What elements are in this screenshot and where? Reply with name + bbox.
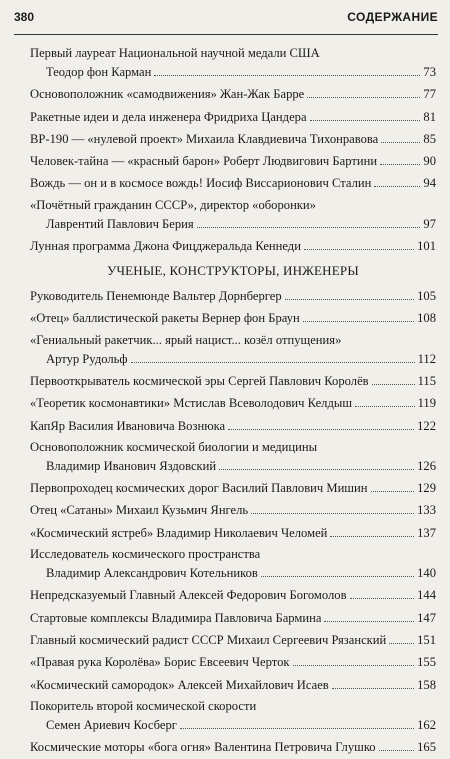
toc-entry-title: Ракетные идеи и дела инженера Фридриха Цандера (30, 109, 307, 124)
toc-entry-title: Вождь — он и в космосе вождь! Иосиф Виссарионович Сталин (30, 176, 372, 191)
toc-page-number: 151 (417, 632, 436, 647)
dot-leader (324, 608, 414, 622)
toc-entry (30, 737, 436, 756)
toc-entry-line (30, 608, 436, 627)
toc-entry-line (30, 585, 436, 604)
toc-entry-title: Отец «Сатаны» Михаил Кузьмич Янгель (30, 503, 249, 518)
section-heading: УЧЕНЫЕ, КОНСТРУКТОРЫ, ИНЖЕНЕРЫ (107, 263, 359, 279)
table-of-contents (30, 44, 436, 759)
dot-leader (355, 393, 415, 407)
toc-entry-title: Первооткрыватель космической эры Сергей Павлович Королёв (30, 373, 369, 388)
toc-entry-title: «Космический ястреб» Владимир Николаевич Челомей (30, 525, 328, 540)
toc-entry-line (30, 349, 436, 368)
toc-page-number: 137 (417, 525, 436, 540)
toc-entry-line (30, 500, 436, 519)
toc-entry-line (30, 196, 436, 214)
toc-entry (30, 308, 436, 327)
toc-entry (30, 84, 436, 103)
toc-entry-line (30, 697, 436, 715)
dot-leader (381, 129, 420, 143)
dot-leader (131, 349, 415, 363)
running-title: СОДЕРЖАНИЕ (347, 10, 438, 24)
toc-page-number: 85 (423, 131, 436, 146)
dot-leader (379, 737, 415, 751)
toc-entry (30, 608, 436, 627)
toc-entry-line (30, 151, 436, 170)
toc-entry-title: Семен Ариевич Косберг (46, 717, 177, 732)
toc-entry-line (30, 62, 436, 81)
toc-entry-line (30, 478, 436, 497)
toc-entry-title: Покоритель второй космической скорости (30, 698, 257, 713)
toc-page-number: 129 (417, 481, 436, 496)
dot-leader (350, 585, 415, 599)
toc-entry-title: Основоположник космической биологии и медицины (30, 439, 318, 454)
toc-page-number: 108 (417, 311, 436, 326)
toc-entry-title: Первопроходец космических дорог Василий Павлович Мишин (30, 481, 368, 496)
toc-entry-line (30, 214, 436, 233)
toc-entry-line (30, 652, 436, 671)
toc-entry-title: Руководитель Пенемюнде Вальтер Дорнбергер (30, 289, 282, 304)
toc-entry (30, 286, 436, 305)
toc-entry (30, 585, 436, 604)
toc-entry (30, 652, 436, 671)
toc-entry-title: «Гениальный ракетчик... ярый нацист... козёл отпущения» (30, 332, 342, 347)
toc-entry-title: «Правая рука Королёва» Борис Евсеевич Черток (30, 655, 290, 670)
toc-entry-title: Владимир Александрович Котельников (46, 566, 258, 581)
toc-page-number: 119 (417, 396, 436, 411)
toc-page-number: 144 (417, 588, 436, 603)
toc-entry-line (30, 107, 436, 126)
toc-entry (30, 129, 436, 148)
toc-entry-line (30, 563, 436, 582)
dot-leader (219, 456, 414, 470)
toc-entry (30, 151, 436, 170)
toc-entry-line (30, 286, 436, 305)
toc-entry (30, 44, 436, 81)
toc-entry-title: Основоположник «самодвижения» Жан-Жак Барре (30, 87, 305, 102)
toc-entry-title: «Космический самородок» Алексей Михайлович Исаев (30, 677, 329, 692)
toc-page-number: 158 (417, 677, 436, 692)
dot-leader (251, 500, 414, 514)
toc-group-bottom (30, 286, 436, 756)
toc-entry-line (30, 630, 436, 649)
toc-entry-line (30, 129, 436, 148)
dot-leader (228, 416, 414, 430)
dot-leader (307, 84, 420, 98)
toc-entry (30, 107, 436, 126)
toc-entry-title: Исследователь космического пространства (30, 547, 261, 562)
toc-page-number: 147 (417, 610, 436, 625)
toc-page-number: 122 (417, 418, 436, 433)
toc-entry (30, 236, 436, 255)
toc-entry-line (30, 456, 436, 475)
dot-leader (285, 286, 414, 300)
toc-entry-title: Владимир Иванович Яздовский (46, 458, 217, 473)
toc-entry-line (30, 416, 436, 435)
toc-entry-line (30, 308, 436, 327)
toc-page-number: 90 (423, 154, 436, 169)
toc-entry (30, 196, 436, 233)
dot-leader (372, 371, 415, 385)
toc-page-number: 94 (423, 176, 436, 191)
toc-page-number: 101 (417, 239, 436, 254)
dot-leader (197, 214, 421, 228)
toc-entry-line (30, 675, 436, 694)
toc-entry-title: Лунная программа Джона Фицджеральда Кеннеди (30, 239, 301, 254)
toc-entry-line (30, 393, 436, 412)
toc-entry-title: «Теоретик космонавтики» Мстислав Всеволодович Келдыш (30, 396, 353, 411)
toc-page-number: 155 (417, 655, 436, 670)
dot-leader (304, 236, 414, 250)
toc-page-number: 77 (423, 87, 436, 102)
dot-leader (374, 173, 420, 187)
toc-entry-line (30, 44, 436, 62)
toc-page-number: 105 (417, 289, 436, 304)
toc-page-number: 162 (417, 717, 436, 732)
toc-entry (30, 371, 436, 390)
toc-entry (30, 438, 436, 475)
toc-entry-title: Первый лауреат Национальной научной медали США (30, 46, 320, 60)
toc-entry-title: Теодор фон Карман (46, 65, 152, 79)
dot-leader (261, 563, 414, 577)
toc-entry-title: Артур Рудольф (46, 351, 128, 366)
toc-entry-title: Человек-тайна — «красный барон» Роберт Людвигович Бартини (30, 154, 378, 169)
toc-page-number: 97 (423, 216, 436, 231)
toc-entry (30, 500, 436, 519)
dot-leader (303, 308, 414, 322)
dot-leader (332, 675, 414, 689)
toc-entry (30, 393, 436, 412)
toc-entry-line (30, 438, 436, 456)
toc-entry-title: «Почётный гражданин СССР», директор «оборонки» (30, 197, 316, 212)
toc-entry-title: Лаврентий Павлович Берия (46, 216, 194, 231)
toc-entry (30, 173, 436, 192)
toc-page-number: 81 (423, 109, 436, 124)
toc-entry (30, 478, 436, 497)
toc-page-number: 126 (417, 458, 436, 473)
toc-entry-title: Непредсказуемый Главный Алексей Федорович Богомолов (30, 588, 347, 603)
toc-entry-line (30, 236, 436, 255)
dot-leader (154, 62, 420, 76)
toc-page-number: 165 (417, 740, 436, 755)
toc-entry-title: Космические моторы «бога огня» Валентина Петровича Глушко (30, 740, 376, 755)
toc-group-top (30, 44, 436, 255)
toc-page-number: 133 (417, 503, 436, 518)
toc-entry-title: ВР-190 — «нулевой проект» Михаила Клавдиевича Тихонравова (30, 131, 379, 146)
toc-entry-line (30, 737, 436, 756)
toc-entry-line (30, 84, 436, 103)
toc-entry (30, 416, 436, 435)
toc-entry (30, 630, 436, 649)
dot-leader (389, 630, 414, 644)
toc-entry-line (30, 715, 436, 734)
toc-entry-line (30, 523, 436, 542)
page-number: 380 (14, 10, 35, 24)
toc-entry-title: КапЯр Василия Ивановича Вознюка (30, 418, 226, 433)
dot-leader (371, 478, 415, 492)
dot-leader (330, 523, 414, 537)
toc-page-number: 73 (423, 65, 436, 79)
toc-entry-title: «Отец» баллистической ракеты Вернер фон Браун (30, 311, 300, 326)
toc-entry (30, 331, 436, 368)
toc-entry-line (30, 371, 436, 390)
dot-leader (293, 652, 415, 666)
toc-entry (30, 697, 436, 734)
toc-entry-line (30, 545, 436, 563)
toc-entry (30, 545, 436, 582)
toc-page-number: 112 (417, 351, 436, 366)
dot-leader (380, 151, 420, 165)
toc-entry (30, 523, 436, 542)
toc-entry (30, 675, 436, 694)
toc-page-number: 115 (417, 373, 436, 388)
dot-leader (310, 107, 421, 121)
toc-entry-line (30, 331, 436, 349)
page-header (14, 8, 438, 35)
toc-entry-title: Главный космический радист СССР Михаил Сергеевич Рязанский (30, 632, 387, 647)
toc-page-number: 140 (417, 566, 436, 581)
toc-entry-line (30, 173, 436, 192)
toc-entry-title: Стартовые комплексы Владимира Павловича Бармина (30, 610, 322, 625)
